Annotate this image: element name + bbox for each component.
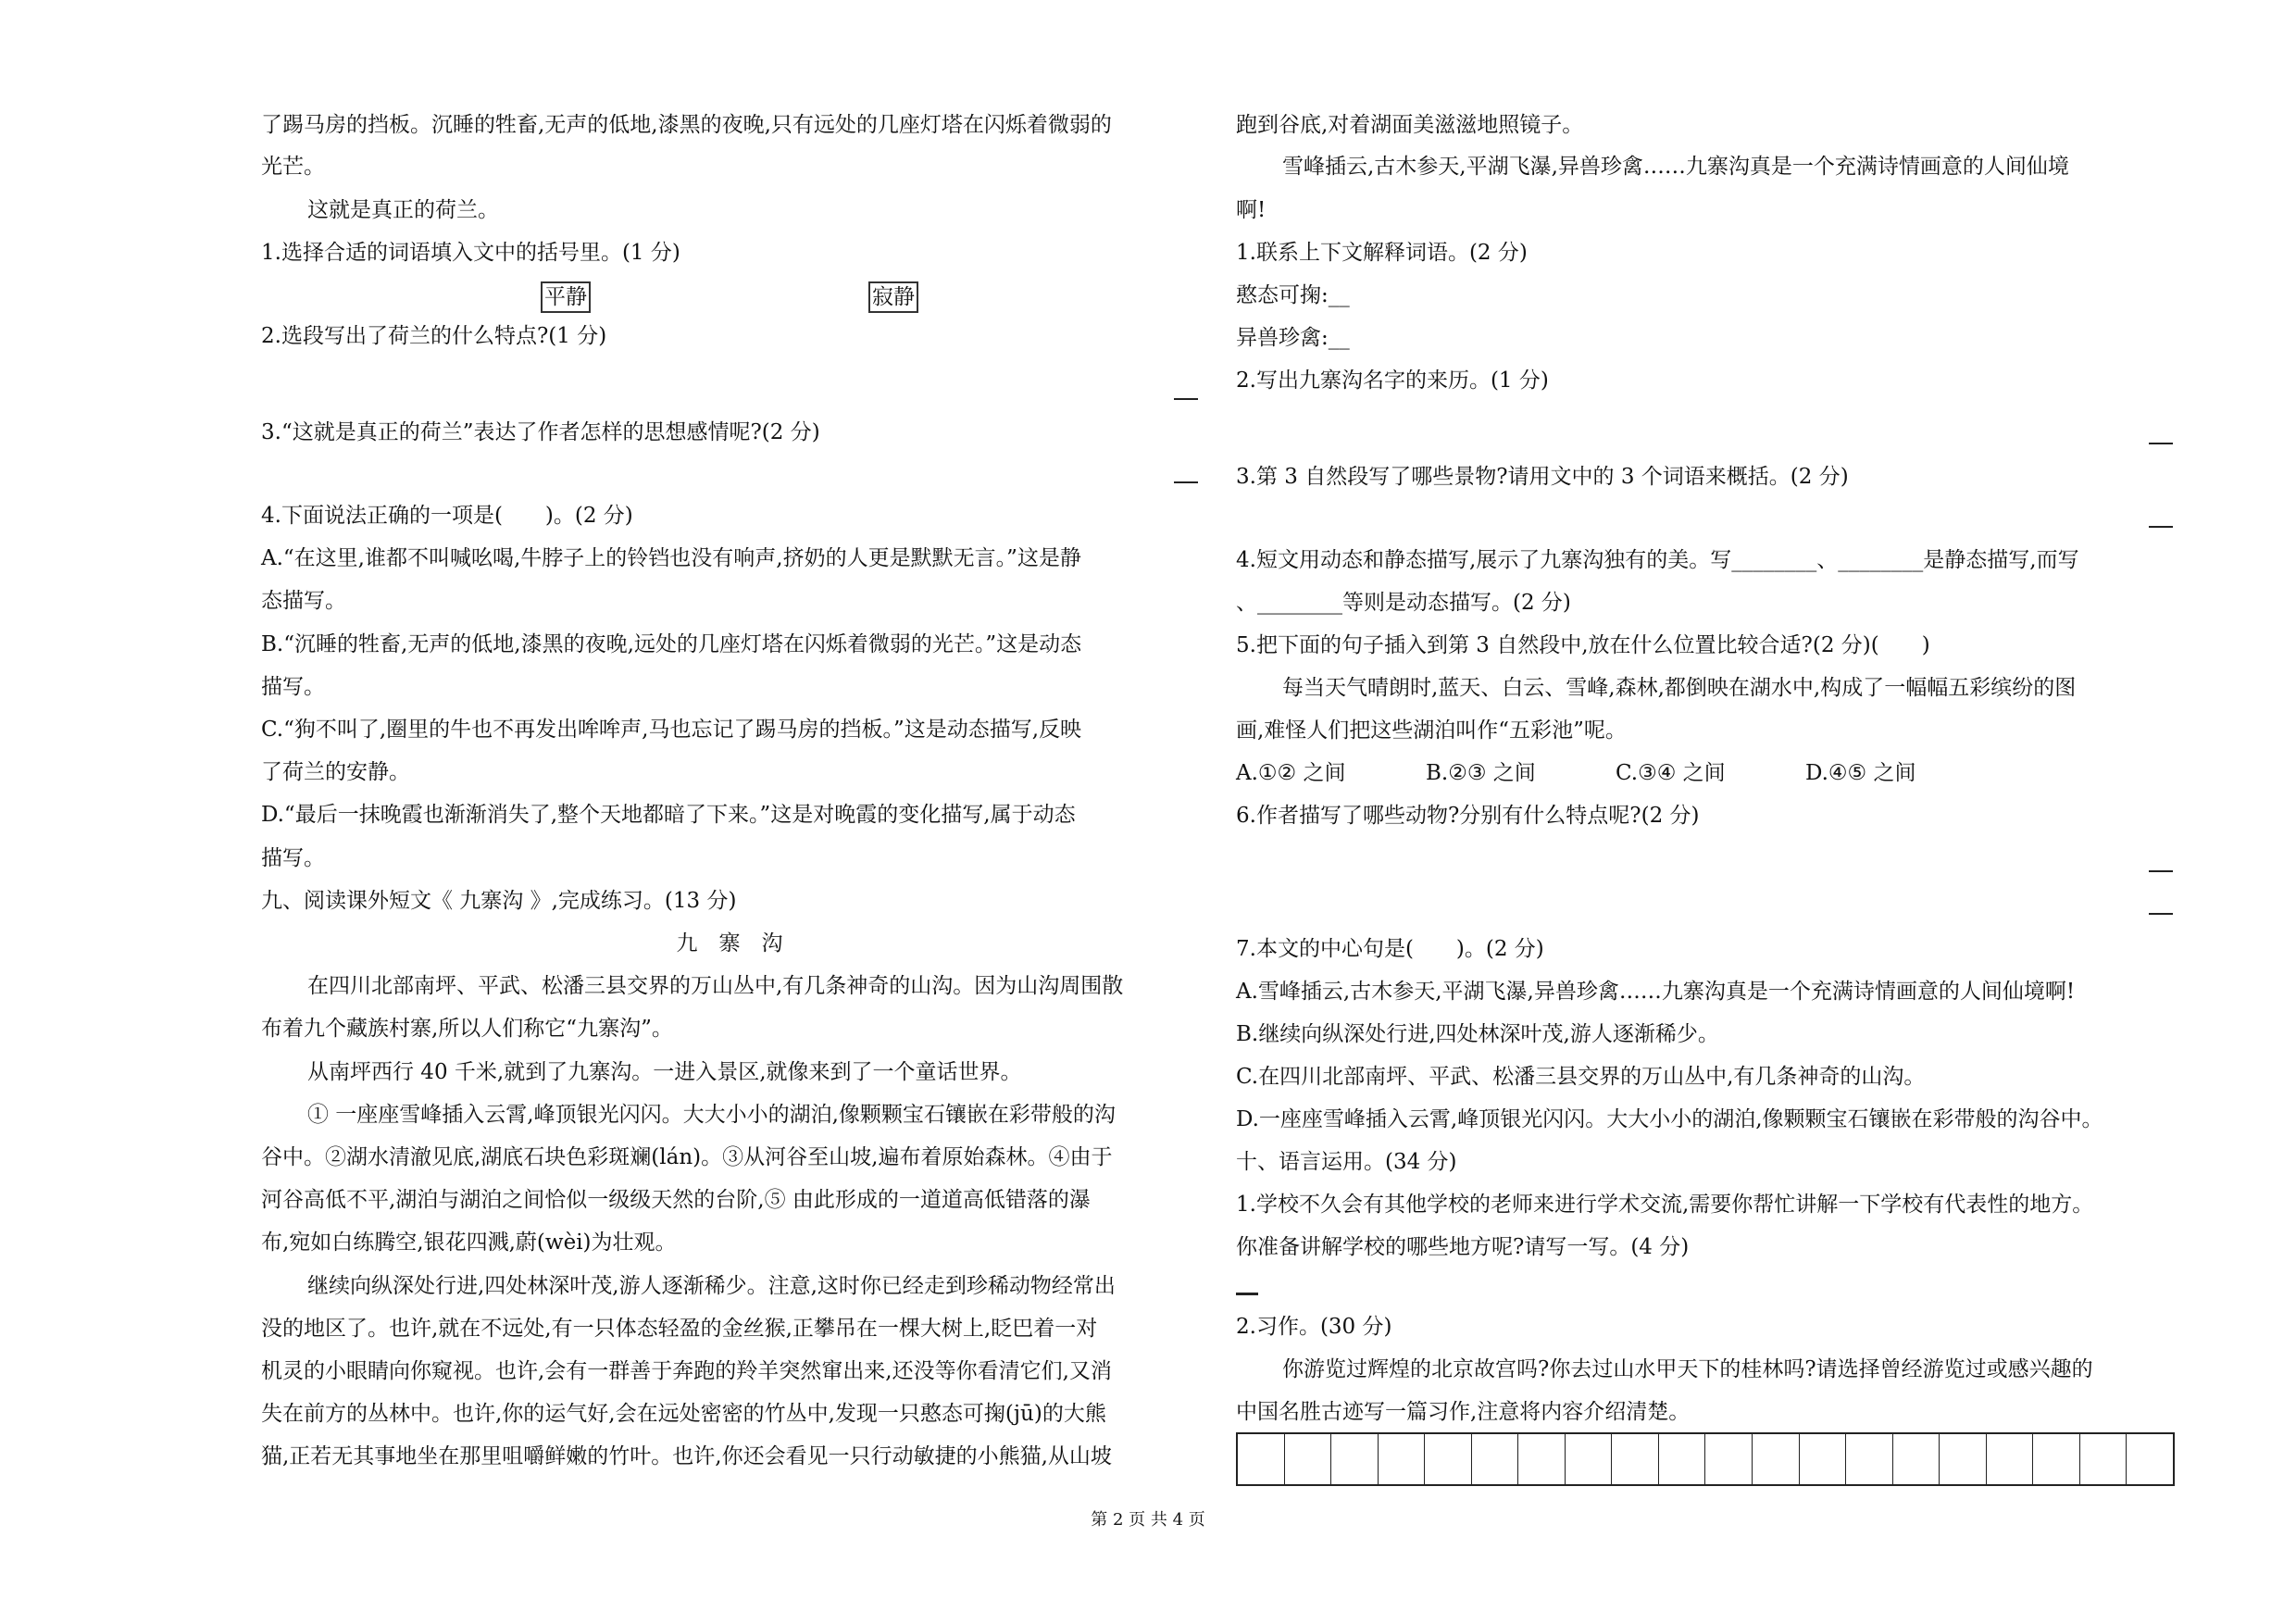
text-line: 河谷高低不平,湖泊与湖泊之间恰似一级级天然的台阶,⑤ 由此形成的一道道高低错落的瀑 [261, 1188, 1091, 1212]
question-3: 3.“这就是真正的荷兰”表达了作者怎样的思想感情呢?(2 分) [261, 420, 820, 444]
grid-cell[interactable] [1612, 1434, 1659, 1484]
text-line: 光芒。 [261, 155, 325, 179]
grid-cell[interactable] [1753, 1434, 1800, 1484]
grid-cell[interactable] [1705, 1434, 1753, 1484]
text-line: ① 一座座雪峰插入云霄,峰顶银光闪闪。大大小小的湖泊,像颗颗宝石镶嵌在彩带般的沟 [307, 1103, 1116, 1127]
grid-cell[interactable] [2033, 1434, 2080, 1484]
text-line: 失在前方的丛林中。也许,你的运气好,会在远处密密的竹丛中,发现一只憨态可掬(jū)的大熊 [261, 1402, 1106, 1426]
question-7: 7.本文的中心句是( )。(2 分) [1236, 937, 1544, 961]
choice-b[interactable]: B.②③ 之间 [1426, 761, 1536, 785]
option-b: B.继续向纵深处行进,四处林深叶茂,游人逐渐稀少。 [1236, 1022, 1719, 1046]
grid-cell[interactable] [1285, 1434, 1332, 1484]
word-option-2: 寂静 [868, 281, 918, 313]
text-line: 继续向纵深处行进,四处林深叶茂,游人逐渐稀少。注意,这时你已经走到珍稀动物经常出 [307, 1274, 1116, 1298]
grid-underline [1236, 1485, 2175, 1486]
answer-blank[interactable] [2149, 526, 2173, 528]
text-line: 机灵的小眼睛向你窥视。也许,会有一群善于奔跑的羚羊突然窜出来,还没等你看清它们,又消 [261, 1359, 1112, 1383]
question-2: 2.习作。(30 分) [1236, 1315, 1392, 1339]
page-footer: 第 2 页 共 4 页 [1091, 1510, 1205, 1530]
grid-cell[interactable] [1425, 1434, 1472, 1484]
option-a: A.“在这里,谁都不叫喊吆喝,牛脖子上的铃铛也没有响声,挤奶的人更是默默无言。”这是静 [261, 546, 1081, 570]
text-line: 中国名胜古迹写一篇习作,注意将内容介绍清楚。 [1236, 1400, 1691, 1424]
text-line: 描写。 [261, 846, 325, 870]
text-line: 画,难怪人们把这些湖泊叫作“五彩池”呢。 [1236, 718, 1627, 743]
option-d: D.一座座雪峰插入云霄,峰顶银光闪闪。大大小小的湖泊,像颗颗宝石镶嵌在彩带般的沟谷中。 [1236, 1107, 2103, 1131]
text-line: 你准备讲解学校的哪些地方呢?请写一写。(4 分) [1236, 1235, 1690, 1259]
answer-line[interactable]: 异兽珍禽:__ [1236, 326, 1350, 350]
text-line: 没的地区了。也许,就在不远处,有一只体态轻盈的金丝猴,正攀吊在一棵大树上,眨巴着一对 [261, 1317, 1098, 1341]
text-line: 布着九个藏族村寨,所以人们称它“九寨沟”。 [261, 1017, 673, 1041]
question-5: 5.把下面的句子插入到第 3 自然段中,放在什么位置比较合适?(2 分)( ) [1236, 633, 1930, 657]
grid-cell[interactable] [1659, 1434, 1706, 1484]
text-line: 啊! [1236, 198, 1267, 222]
choice-c[interactable]: C.③④ 之间 [1616, 761, 1726, 785]
section-ten-heading: 十、语言运用。(34 分) [1236, 1150, 1457, 1174]
grid-cell[interactable] [2080, 1434, 2128, 1484]
text-line: 跑到谷底,对着湖面美滋滋地照镜子。 [1236, 113, 1584, 137]
text-line: 描写。 [261, 675, 325, 699]
option-a: A.雪峰插云,古木参天,平湖飞瀑,异兽珍禽……九寨沟真是一个充满诗情画意的人间仙境啊! [1236, 980, 2076, 1004]
text-line: 从南坪西行 40 千米,就到了九寨沟。一进入景区,就像来到了一个童话世界。 [307, 1060, 1022, 1084]
text-line: 雪峰插云,古木参天,平湖飞瀑,异兽珍禽……九寨沟真是一个充满诗情画意的人间仙境 [1282, 155, 2069, 179]
answer-line[interactable]: 憨态可掬:__ [1236, 283, 1350, 307]
text-line: 了荷兰的安静。 [261, 760, 410, 784]
question-6: 6.作者描写了哪些动物?分别有什么特点呢?(2 分) [1236, 804, 1700, 828]
grid-cell[interactable] [1800, 1434, 1847, 1484]
choice-d[interactable]: D.④⑤ 之间 [1805, 761, 1916, 785]
grid-cell[interactable] [1331, 1434, 1379, 1484]
answer-blank[interactable] [2149, 870, 2173, 872]
text-line: 了踢马房的挡板。沉睡的牲畜,无声的低地,漆黑的夜晚,只有远处的几座灯塔在闪烁着微弱的 [261, 113, 1112, 137]
choice-a[interactable]: A.①② 之间 [1236, 761, 1346, 785]
text-line: 这就是真正的荷兰。 [307, 198, 499, 222]
word-option-1: 平静 [541, 281, 591, 313]
question-1: 1.选择合适的词语填入文中的括号里。(1 分) [261, 241, 680, 265]
answer-blank[interactable] [2149, 913, 2173, 915]
grid-cell[interactable] [1987, 1434, 2034, 1484]
question-4: 4.下面说法正确的一项是( )。(2 分) [261, 504, 633, 528]
option-b: B.“沉睡的牲畜,无声的低地,漆黑的夜晚,远处的几座灯塔在闪烁着微弱的光芒。”这是动态 [261, 632, 1082, 656]
question-1: 1.学校不久会有其他学校的老师来进行学术交流,需要你帮忙讲解一下学校有代表性的地方。 [1236, 1193, 2094, 1217]
grid-cell[interactable] [1472, 1434, 1519, 1484]
grid-cell[interactable] [1238, 1434, 1285, 1484]
option-c: C.在四川北部南坪、平武、松潘三县交界的万山丛中,有几条神奇的山沟。 [1236, 1065, 1926, 1089]
text-line: 、________等则是动态描写。(2 分) [1236, 591, 1571, 615]
grid-cell[interactable] [1379, 1434, 1426, 1484]
question-4: 4.短文用动态和静态描写,展示了九寨沟独有的美。写________、________是静态描写,而写 [1236, 548, 2079, 572]
answer-blank[interactable] [1174, 398, 1198, 400]
grid-cell[interactable] [1940, 1434, 1987, 1484]
grid-cell[interactable] [1893, 1434, 1940, 1484]
grid-cell[interactable] [1846, 1434, 1893, 1484]
text-line: 每当天气晴朗时,蓝天、白云、雪峰,森林,都倒映在湖水中,构成了一幅幅五彩缤纷的图 [1282, 676, 2077, 700]
question-2: 2.选段写出了荷兰的什么特点?(1 分) [261, 324, 607, 348]
answer-blank[interactable] [1174, 481, 1198, 483]
grid-cell[interactable] [1518, 1434, 1566, 1484]
question-2: 2.写出九寨沟名字的来历。(1 分) [1236, 369, 1549, 393]
grid-cell[interactable] [1566, 1434, 1613, 1484]
answer-blank[interactable] [2149, 443, 2173, 444]
option-d: D.“最后一抹晚霞也渐渐消失了,整个天地都暗了下来。”这是对晚霞的变化描写,属于动态 [261, 803, 1076, 827]
text-line: 你游览过辉煌的北京故宫吗?你去过山水甲天下的桂林吗?请选择曾经游览过或感兴趣的 [1282, 1357, 2093, 1381]
composition-grid[interactable] [1236, 1432, 2175, 1486]
option-c: C.“狗不叫了,圈里的牛也不再发出哞哞声,马也忘记了踢马房的挡板。”这是动态描写,反映 [261, 718, 1082, 742]
text-line: 布,宛如白练腾空,银花四溅,蔚(wèi)为壮观。 [261, 1230, 677, 1255]
answer-blank[interactable] [1236, 1293, 1258, 1295]
question-3: 3.第 3 自然段写了哪些景物?请用文中的 3 个词语来概括。(2 分) [1236, 465, 1849, 489]
text-line: 谷中。②湖水清澈见底,湖底石块色彩斑斓(lán)。③从河谷至山坡,遍布着原始森林。④由于 [261, 1145, 1113, 1169]
text-line: 在四川北部南坪、平武、松潘三县交界的万山丛中,有几条神奇的山沟。因为山沟周围散 [307, 974, 1124, 998]
section-nine-heading: 九、阅读课外短文《 九寨沟 》,完成练习。(13 分) [261, 889, 737, 913]
question-1: 1.联系上下文解释词语。(2 分) [1236, 241, 1528, 265]
passage-title: 九 寨 沟 [676, 931, 783, 956]
grid-cell[interactable] [2127, 1434, 2173, 1484]
text-line: 猫,正若无其事地坐在那里咀嚼鲜嫩的竹叶。也许,你还会看见一只行动敏捷的小熊猫,从山坡 [261, 1444, 1112, 1468]
text-line: 态描写。 [261, 589, 346, 613]
